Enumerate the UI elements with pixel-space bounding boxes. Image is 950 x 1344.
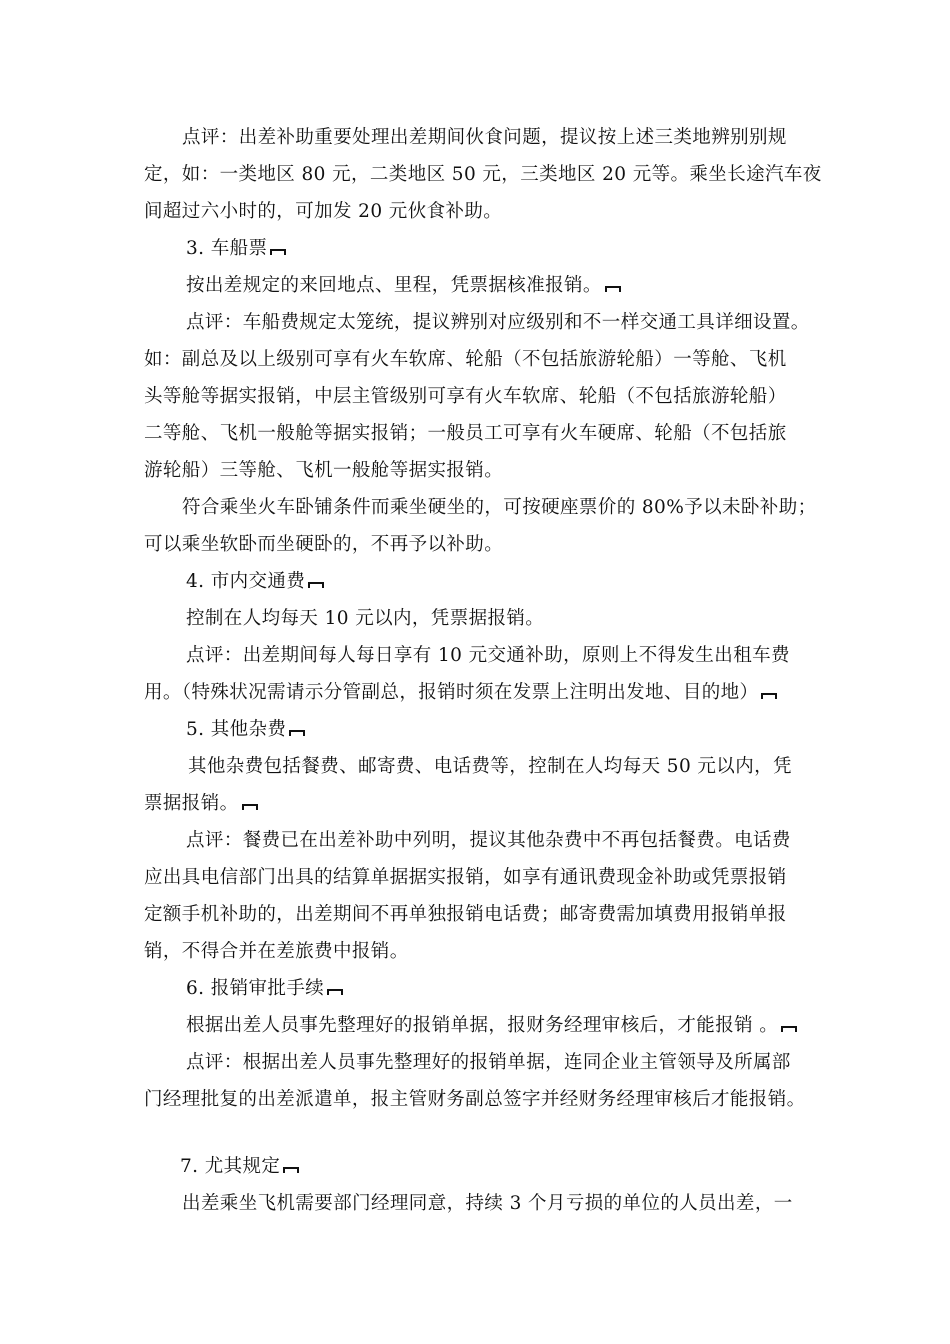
paragraph-mark-icon — [760, 688, 778, 700]
paragraph-line: 点评：出差期间每人每日享有 10 元交通补助，原则上不得发生出租车费 — [186, 645, 790, 666]
paragraph-line: 点评：根据出差人员事先整理好的报销单据，连同企业主管领导及所属部 — [186, 1052, 791, 1073]
section-heading: 4. 市内交通费 — [186, 571, 306, 592]
paragraph-mark-icon — [269, 244, 287, 256]
paragraph-mark-icon — [604, 281, 622, 293]
section-heading: 6. 报销审批手续 — [186, 978, 325, 999]
paragraph-mark-icon — [288, 725, 306, 737]
paragraph-mark-icon — [780, 1021, 798, 1033]
paragraph-line: 其他杂费包括餐费、邮寄费、电话费等，控制在人均每天 50 元以内，凭 — [188, 756, 792, 777]
paragraph-line: 点评：车船费规定太笼统，提议辨别对应级别和不一样交通工具详细设置。 — [186, 312, 810, 333]
paragraph-line — [144, 793, 259, 815]
paragraph-line: 符合乘坐火车卧铺条件而乘坐硬坐的，可按硬座票价的 80%予以未卧补助； — [182, 497, 817, 518]
paragraph-line: 头等舱等据实报销，中层主管级别可享有火车软席、轮船（不包括旅游轮船） — [144, 386, 787, 407]
paragraph-text: 根据出差人员事先整理好的报销单据，报财务经理审核后，才能报销 。 — [186, 1015, 779, 1036]
paragraph-line — [186, 275, 622, 297]
paragraph-line: 游轮船）三等舱、飞机一般舱等据实报销。 — [144, 460, 504, 481]
paragraph-line: 出差乘坐飞机需要部门经理同意，持续 3 个月亏损的单位的人员出差，一 — [182, 1193, 793, 1214]
section-heading-line — [186, 978, 344, 1000]
paragraph-line: 二等舱、飞机一般舱等据实报销；一般员工可享有火车硬席、轮船（不包括旅 — [144, 423, 787, 444]
paragraph-line: 间超过六小时的，可加发 20 元伙食补助。 — [144, 201, 503, 222]
paragraph-mark-icon — [326, 984, 344, 996]
section-heading: 7. 尤其规定 — [180, 1156, 281, 1177]
paragraph-mark-icon — [282, 1162, 300, 1174]
paragraph-line — [186, 1015, 798, 1037]
paragraph-line: 点评：出差补助重要处理出差期间伙食问题，提议按上述三类地辨别别规 — [182, 127, 787, 148]
paragraph-line: 定额手机补助的，出差期间不再单独报销电话费；邮寄费需加填费用报销单报 — [144, 904, 787, 925]
paragraph-text: 按出差规定的来回地点、里程，凭票据核准报销。 — [186, 275, 602, 296]
paragraph-line — [144, 682, 778, 704]
section-heading-line — [180, 1156, 300, 1178]
paragraph-line: 点评：餐费已在出差补助中列明，提议其他杂费中不再包括餐费。电话费 — [186, 830, 791, 851]
section-heading-line — [186, 719, 306, 741]
paragraph-line: 可以乘坐软卧而坐硬卧的，不再予以补助。 — [144, 534, 504, 555]
section-heading-line — [186, 238, 287, 260]
paragraph-line: 定，如：一类地区 80 元，二类地区 50 元，三类地区 20 元等。乘坐长途汽车夜 — [144, 164, 822, 185]
paragraph-line: 控制在人均每天 10 元以内，凭票据报销。 — [186, 608, 545, 629]
paragraph-text: 票据报销。 — [144, 793, 239, 814]
section-heading: 5. 其他杂费 — [186, 719, 287, 740]
section-heading-line — [186, 571, 325, 593]
paragraph-text: 用。（特殊状况需请示分管副总，报销时须在发票上注明出发地、目的地） — [144, 682, 759, 703]
paragraph-line: 销，不得合并在差旅费中报销。 — [144, 941, 409, 962]
paragraph-line: 门经理批复的出差派遣单，报主管财务副总签字并经财务经理审核后才能报销。 — [144, 1089, 806, 1110]
paragraph-mark-icon — [307, 577, 325, 589]
paragraph-line: 如：副总及以上级别可享有火车软席、轮船（不包括旅游轮船）一等舱、飞机 — [144, 349, 787, 370]
paragraph-line: 应出具电信部门出具的结算单据据实报销，如享有通讯费现金补助或凭票报销 — [144, 867, 787, 888]
section-heading: 3. 车船票 — [186, 238, 268, 259]
paragraph-mark-icon — [241, 799, 259, 811]
